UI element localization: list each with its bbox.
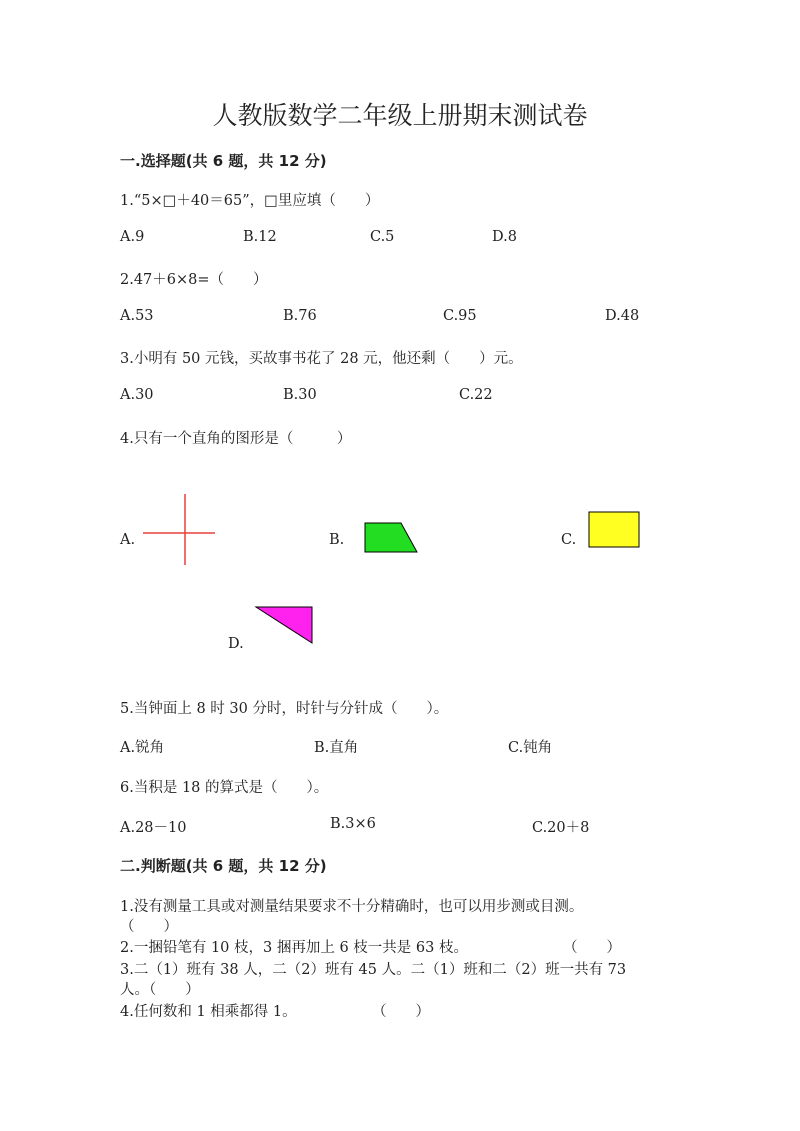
question-stem: 4.只有一个直角的图形是（ ） bbox=[120, 431, 352, 447]
question-stem: 3.小明有 50 元钱，买故事书花了 28 元，他还剩（ ）元。 bbox=[120, 351, 523, 367]
option[interactable]: A. bbox=[120, 532, 136, 548]
judgement-item: 2.一捆铅笔有 10 枝，3 捆再加上 6 枝一共是 63 枝。 bbox=[120, 940, 468, 956]
page-title: 人教版数学二年级上册期末测试卷 bbox=[212, 101, 588, 130]
rectangle-shape bbox=[585, 509, 643, 551]
option[interactable]: C. bbox=[561, 532, 577, 548]
option[interactable]: A.28－10 bbox=[120, 820, 187, 836]
option[interactable]: A.锐角 bbox=[120, 740, 165, 756]
option[interactable]: B.12 bbox=[243, 229, 277, 245]
question-stem: 1.“5×□＋40＝65”，□里应填（ ） bbox=[120, 193, 380, 209]
option[interactable]: A.9 bbox=[120, 229, 145, 245]
option[interactable]: B.76 bbox=[283, 308, 317, 324]
section-heading: 一.选择题(共 6 题，共 12 分) bbox=[120, 152, 327, 170]
judgement-item: 3.二（1）班有 38 人，二（2）班有 45 人。二（1）班和二（2）班一共有 73 bbox=[120, 962, 627, 978]
option[interactable]: C.20＋8 bbox=[532, 820, 590, 836]
option[interactable]: D.8 bbox=[492, 229, 517, 245]
option[interactable]: C.5 bbox=[370, 229, 395, 245]
option[interactable]: B.直角 bbox=[314, 740, 359, 756]
trapezoid-shape bbox=[360, 520, 422, 556]
option[interactable]: D.48 bbox=[605, 308, 640, 324]
triangle-shape bbox=[252, 603, 318, 647]
judgement-item: 4.任何数和 1 相乘都得 1。 bbox=[120, 1004, 297, 1020]
option[interactable]: C.95 bbox=[443, 308, 477, 324]
answer-bracket[interactable]: （ ） bbox=[372, 1004, 430, 1020]
judgement-item: 1.没有测量工具或对测量结果要求不十分精确时，也可以用步测或目测。 bbox=[120, 899, 584, 915]
section-heading: 二.判断题(共 6 题，共 12 分) bbox=[120, 857, 327, 875]
question-stem: 2.47＋6×8=（ ） bbox=[120, 272, 268, 288]
option[interactable]: B.3×6 bbox=[330, 816, 376, 832]
option[interactable]: C.22 bbox=[459, 387, 493, 403]
answer-bracket[interactable]: （ ） bbox=[120, 919, 178, 935]
option[interactable]: A.53 bbox=[120, 308, 154, 324]
option[interactable]: D. bbox=[228, 636, 244, 652]
question-stem: 5.当钟面上 8 时 30 分时，时针与分针成（ ）。 bbox=[120, 701, 449, 717]
option[interactable]: B.30 bbox=[283, 387, 317, 403]
cross-shape bbox=[140, 492, 220, 568]
judgement-item-continued[interactable]: 人。（ ） bbox=[120, 982, 200, 998]
option[interactable]: C.钝角 bbox=[508, 740, 553, 756]
answer-bracket[interactable]: （ ） bbox=[563, 940, 621, 956]
option[interactable]: A.30 bbox=[120, 387, 154, 403]
option[interactable]: B. bbox=[329, 532, 345, 548]
question-stem: 6.当积是 18 的算式是（ ）。 bbox=[120, 780, 329, 796]
